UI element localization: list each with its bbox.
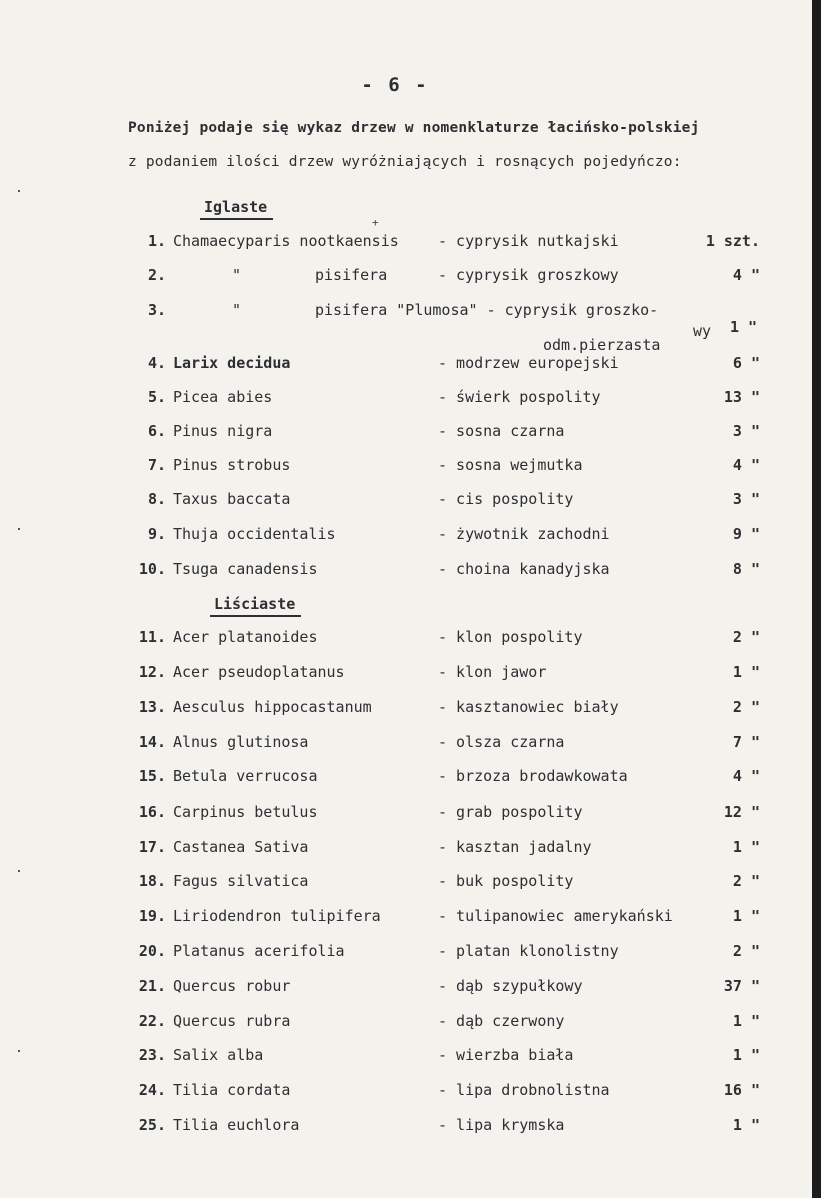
latin-name: Acer pseudoplatanus <box>173 663 345 681</box>
latin-name: Picea abies <box>173 388 273 406</box>
polish-name: - modrzew europejski <box>438 354 619 372</box>
quantity: 2 " <box>732 872 760 890</box>
quantity: 8 " <box>732 560 760 578</box>
polish-name: - sosna wejmutka <box>438 456 583 474</box>
polish-name: - platan klonolistny <box>438 942 619 960</box>
polish-name: - kasztanowiec biały <box>438 698 619 716</box>
polish-name: - wierzba biała <box>438 1046 574 1064</box>
item-number: 10. <box>138 560 166 578</box>
list-item <box>0 942 812 964</box>
quantity: 4 " <box>732 266 760 284</box>
scan-speck <box>18 528 20 530</box>
quantity: 2 " <box>732 628 760 646</box>
list-item <box>0 1012 812 1034</box>
latin-name: Castanea Sativa <box>173 838 309 856</box>
scan-speck <box>18 190 20 192</box>
list-item <box>0 977 812 999</box>
polish-name: - dąb czerwony <box>438 1012 565 1030</box>
latin-name: Chamaecyparis nootkaensis <box>173 232 399 250</box>
latin-name: pisifera <box>315 266 388 284</box>
quantity: 1 " <box>732 1116 760 1134</box>
list-item <box>0 422 812 444</box>
latin-name: Quercus rubra <box>173 1012 291 1030</box>
list-item <box>0 698 812 720</box>
list-item <box>0 232 812 254</box>
item-number: 24. <box>138 1081 166 1099</box>
item-number: 12. <box>138 663 166 681</box>
scan-speck <box>18 870 20 872</box>
ditto-mark: " <box>232 301 242 319</box>
quantity: 1 " <box>732 1046 760 1064</box>
list-item <box>0 525 812 547</box>
quantity: 7 " <box>732 733 760 751</box>
section-heading-deciduous: Liściaste <box>210 595 301 617</box>
latin-name: Quercus robur <box>173 977 291 995</box>
quantity: 1 " <box>732 1012 760 1030</box>
polish-name: - klon pospolity <box>438 628 583 646</box>
polish-name: - lipa krymska <box>438 1116 565 1134</box>
item-number: 21. <box>138 977 166 995</box>
handwritten-mark: + <box>372 216 379 229</box>
item-number: 19. <box>138 907 166 925</box>
list-item <box>0 838 812 860</box>
quantity: 2 " <box>732 942 760 960</box>
list-item <box>0 1046 812 1068</box>
list-item <box>0 560 812 582</box>
polish-name: - klon jawor <box>438 663 547 681</box>
item-number: 15. <box>138 767 166 785</box>
polish-name: - choina kanadyjska <box>438 560 610 578</box>
item-number: 14. <box>138 733 166 751</box>
polish-name: - lipa drobnolistna <box>438 1081 610 1099</box>
polish-name: - świerk pospolity <box>438 388 601 406</box>
item-number: 25. <box>138 1116 166 1134</box>
scan-edge <box>812 0 821 1198</box>
quantity: 12 " <box>723 803 760 821</box>
polish-name: - buk pospolity <box>438 872 574 890</box>
quantity: 1 szt. <box>705 232 760 250</box>
item-number: 7. <box>147 456 166 474</box>
polish-name: - tulipanowiec amerykański <box>438 907 673 925</box>
item-number: 1. <box>147 232 166 250</box>
polish-name: - grab pospolity <box>438 803 583 821</box>
list-item <box>0 266 812 288</box>
latin-name: Aesculus hippocastanum <box>173 698 372 716</box>
list-item <box>0 354 812 376</box>
latin-name: Alnus glutinosa <box>173 733 309 751</box>
intro-line-1: Poniżej podaje się wykaz drzew w nomenklaturze łacińsko-polskiej <box>128 120 700 136</box>
polish-name: - cyprysik groszkowy <box>438 266 619 284</box>
ditto-mark: " <box>232 266 242 284</box>
quantity: 4 " <box>732 456 760 474</box>
quantity: 37 " <box>723 977 760 995</box>
page-number: - 6 - <box>361 74 429 96</box>
list-item <box>0 803 812 825</box>
latin-name: Platanus acerifolia <box>173 942 345 960</box>
quantity: 3 " <box>732 490 760 508</box>
polish-variety-note: odm.pierzasta <box>543 336 661 354</box>
list-item <box>0 663 812 685</box>
latin-name: Liriodendron tulipifera <box>173 907 381 925</box>
quantity: 16 " <box>723 1081 760 1099</box>
polish-name: - kasztan jadalny <box>438 838 592 856</box>
intro-line-2: z podaniem ilości drzew wyróżniających i rosnących pojedyńczo: <box>128 154 682 170</box>
item-number: 2. <box>147 266 166 284</box>
item-number: 6. <box>147 422 166 440</box>
list-item <box>0 628 812 650</box>
quantity: 1 " <box>732 663 760 681</box>
latin-name: Carpinus betulus <box>173 803 318 821</box>
list-item <box>0 767 812 789</box>
item-number: 16. <box>138 803 166 821</box>
list-item <box>0 1081 812 1103</box>
latin-name: Pinus nigra <box>173 422 273 440</box>
section-heading-conifers: Iglaste <box>200 198 273 220</box>
quantity: 13 " <box>723 388 760 406</box>
polish-name-continued: wy <box>693 322 712 340</box>
latin-name: Tilia cordata <box>173 1081 291 1099</box>
item-number: 3. <box>147 301 166 319</box>
polish-name: - olsza czarna <box>438 733 565 751</box>
list-item <box>0 733 812 755</box>
item-number: 13. <box>138 698 166 716</box>
polish-name: - żywotnik zachodni <box>438 525 610 543</box>
item-number: 23. <box>138 1046 166 1064</box>
latin-name: Acer platanoides <box>173 628 318 646</box>
item-number: 4. <box>147 354 166 372</box>
item-number: 18. <box>138 872 166 890</box>
latin-name: Thuja occidentalis <box>173 525 336 543</box>
item-number: 11. <box>138 628 166 646</box>
item-number: 9. <box>147 525 166 543</box>
item-number: 17. <box>138 838 166 856</box>
quantity: 2 " <box>732 698 760 716</box>
list-item <box>0 301 812 323</box>
list-item <box>0 907 812 929</box>
quantity: 1 " <box>730 318 758 336</box>
polish-name: - sosna czarna <box>438 422 565 440</box>
list-item <box>0 490 812 512</box>
item-number: 8. <box>147 490 166 508</box>
latin-name: Fagus silvatica <box>173 872 309 890</box>
polish-name: - dąb szypułkowy <box>438 977 583 995</box>
latin-name: Larix decidua <box>173 354 291 372</box>
latin-name: Taxus baccata <box>173 490 291 508</box>
latin-name: Tilia euchlora <box>173 1116 300 1134</box>
polish-name: - brzoza brodawkowata <box>438 767 628 785</box>
polish-name: - cyprysik nutkajski <box>438 232 619 250</box>
quantity: 1 " <box>732 838 760 856</box>
scan-speck <box>18 1050 20 1052</box>
quantity: 9 " <box>732 525 760 543</box>
quantity: 1 " <box>732 907 760 925</box>
latin-name: Tsuga canadensis <box>173 560 318 578</box>
list-item <box>0 456 812 478</box>
item-number: 20. <box>138 942 166 960</box>
latin-name: pisifera "Plumosa" - cyprysik groszko- <box>315 301 659 319</box>
latin-name: Betula verrucosa <box>173 767 318 785</box>
quantity: 4 " <box>732 767 760 785</box>
item-number: 22. <box>138 1012 166 1030</box>
item-number: 5. <box>147 388 166 406</box>
quantity: 6 " <box>732 354 760 372</box>
quantity: 3 " <box>732 422 760 440</box>
list-item <box>0 1116 812 1138</box>
latin-name: Salix alba <box>173 1046 264 1064</box>
list-item <box>0 388 812 410</box>
polish-name: - cis pospolity <box>438 490 574 508</box>
list-item <box>0 872 812 894</box>
latin-name: Pinus strobus <box>173 456 291 474</box>
